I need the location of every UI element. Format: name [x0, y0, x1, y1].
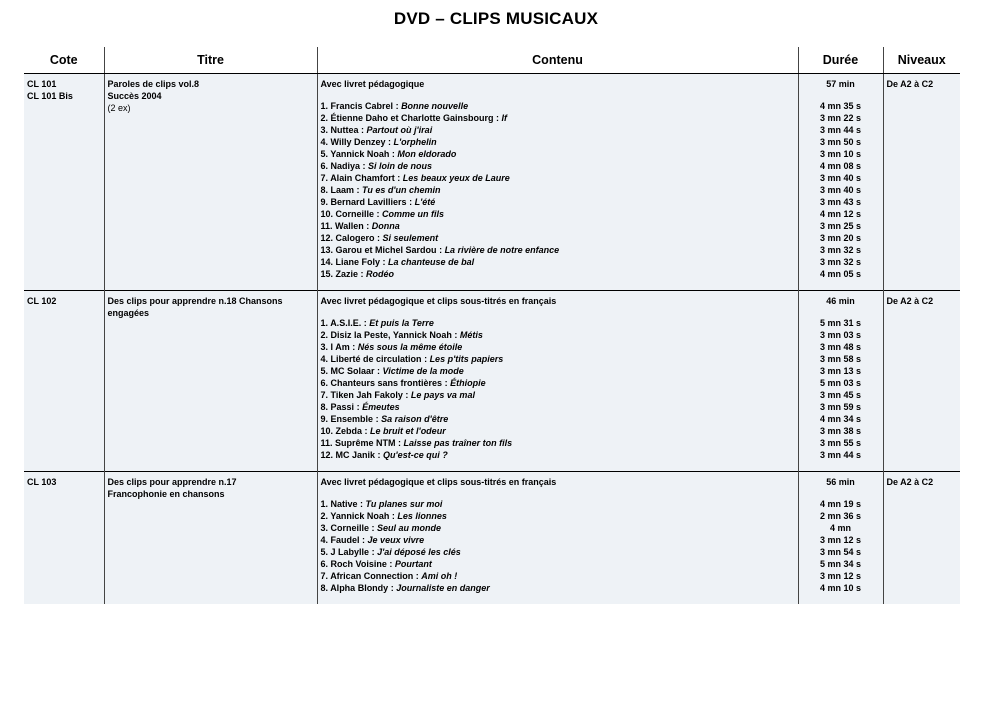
- track-number: 3.: [320, 523, 329, 533]
- track-item: 2. Étienne Daho et Charlotte Gainsbourg : If: [320, 113, 508, 123]
- contenu-header: Avec livret pédagogique: [320, 79, 425, 89]
- track-song: Mon eldorado: [397, 149, 457, 159]
- track-number: 6.: [320, 161, 329, 171]
- column-header-niveaux: Niveaux: [883, 47, 960, 74]
- track-song: Sa raison d'être: [381, 414, 449, 424]
- track-song: Journaliste en danger: [396, 583, 490, 593]
- column-header-contenu: Contenu: [317, 47, 798, 74]
- track-duration: 3 mn 12 s: [819, 571, 862, 581]
- track-item: 3. I Am : Nés sous la même étoile: [320, 342, 463, 352]
- track-artist: Native: [330, 499, 358, 509]
- duree-total: 46 min: [826, 296, 855, 306]
- track-item: 1. Native : Tu planes sur moi: [320, 499, 443, 509]
- track-number: 4.: [320, 354, 329, 364]
- track-duration: 3 mn 45 s: [819, 390, 862, 400]
- track-duration: 5 mn 03 s: [819, 378, 862, 388]
- clips-table: [24, 47, 960, 604]
- track-item: 5. Yannick Noah : Mon eldorado: [320, 149, 457, 159]
- cote-code: CL 103: [27, 477, 57, 487]
- table-header-row: [24, 47, 960, 74]
- titre-line: Francophonie en chansons: [107, 489, 225, 499]
- niveaux-value: De A2 à C2: [886, 296, 934, 306]
- track-item: 5. J Labylle : J'ai déposé les clés: [320, 547, 461, 557]
- track-song: Le bruit et l'odeur: [370, 426, 446, 436]
- cote-code: CL 101 Bis: [27, 91, 73, 101]
- track-number: 7.: [320, 571, 329, 581]
- track-number: 2.: [320, 113, 329, 123]
- track-artist: I Am: [330, 342, 350, 352]
- track-number: 12.: [320, 233, 334, 243]
- track-duration: 4 mn 35 s: [819, 101, 862, 111]
- track-song: Donna: [371, 221, 400, 231]
- track-artist: Suprême NTM: [335, 438, 396, 448]
- track-song: La rivière de notre enfance: [444, 245, 560, 255]
- duree-total: 56 min: [826, 477, 855, 487]
- track-song: Laisse pas traîner ton fils: [403, 438, 513, 448]
- track-number: 8.: [320, 402, 329, 412]
- track-artist: J Labylle: [330, 547, 370, 557]
- track-item: 9. Ensemble : Sa raison d'être: [320, 414, 449, 424]
- track-item: 2. Yannick Noah : Les lionnes: [320, 511, 447, 521]
- track-item: 1. Francis Cabrel : Bonne nouvelle: [320, 101, 469, 111]
- track-number: 9.: [320, 414, 329, 424]
- track-item: 10. Corneille : Comme un fils: [320, 209, 445, 219]
- track-artist: Ensemble: [330, 414, 374, 424]
- track-song: Émeutes: [362, 402, 400, 412]
- niveaux-value: De A2 à C2: [886, 79, 934, 89]
- track-item: 8. Alpha Blondy : Journaliste en danger: [320, 583, 490, 593]
- contenu-cell: [317, 74, 798, 291]
- track-artist: Zebda: [335, 426, 363, 436]
- track-duration: 3 mn 44 s: [819, 450, 862, 460]
- track-duration: 3 mn 32 s: [819, 257, 862, 267]
- track-number: 4.: [320, 137, 329, 147]
- track-song: Et puis la Terre: [369, 318, 434, 328]
- track-song: Victime de la mode: [382, 366, 464, 376]
- track-song: Ami oh !: [421, 571, 458, 581]
- track-artist: MC Solaar: [330, 366, 375, 376]
- duree-cell: [798, 291, 883, 472]
- track-number: 5.: [320, 149, 329, 159]
- track-item: 11. Suprême NTM : Laisse pas traîner ton fils: [320, 438, 513, 448]
- track-item: 4. Faudel : Je veux vivre: [320, 535, 425, 545]
- track-artist: Corneille: [335, 209, 375, 219]
- track-item: 12. MC Janik : Qu'est-ce qui ?: [320, 450, 448, 460]
- track-song: L'orphelin: [393, 137, 437, 147]
- track-artist: Chanteurs sans frontières: [330, 378, 443, 388]
- track-artist: Alpha Blondy: [330, 583, 389, 593]
- track-artist: Francis Cabrel: [330, 101, 394, 111]
- track-item: 8. Laam : Tu es d'un chemin: [320, 185, 441, 195]
- track-artist: Willy Denzey: [330, 137, 386, 147]
- track-song: Si seulement: [382, 233, 439, 243]
- track-artist: Passi: [330, 402, 355, 412]
- track-number: 10.: [320, 209, 334, 219]
- track-item: 13. Garou et Michel Sardou : La rivière de notre enfance: [320, 245, 560, 255]
- track-number: 4.: [320, 535, 329, 545]
- track-duration: 4 mn 05 s: [819, 269, 862, 279]
- track-number: 13.: [320, 245, 334, 255]
- track-duration: 3 mn 48 s: [819, 342, 862, 352]
- niveaux-cell: [883, 291, 960, 472]
- track-item: 7. African Connection : Ami oh !: [320, 571, 458, 581]
- track-number: 5.: [320, 366, 329, 376]
- titre-cell: [104, 74, 317, 291]
- track-artist: Yannick Noah: [330, 511, 390, 521]
- track-number: 6.: [320, 559, 329, 569]
- track-song: Les p'tits papiers: [429, 354, 504, 364]
- track-song: Si loin de nous: [368, 161, 433, 171]
- track-artist: MC Janik: [335, 450, 376, 460]
- column-header-cote: Cote: [24, 47, 104, 74]
- titre-line: engagées: [107, 308, 150, 318]
- track-item: 7. Tiken Jah Fakoly : Le pays va mal: [320, 390, 475, 400]
- niveaux-cell: [883, 472, 960, 604]
- cote-code: CL 102: [27, 296, 57, 306]
- column-header-titre: Titre: [104, 47, 317, 74]
- cote-code: CL 101: [27, 79, 57, 89]
- track-song: J'ai déposé les clés: [377, 547, 461, 557]
- track-item: 11. Wallen : Donna: [320, 221, 400, 231]
- track-artist: Liberté de circulation: [330, 354, 422, 364]
- track-number: 2.: [320, 511, 329, 521]
- contenu-cell: [317, 291, 798, 472]
- titre-line: Paroles de clips vol.8: [107, 79, 200, 89]
- track-song: If: [501, 113, 508, 123]
- track-duration: 3 mn 40 s: [819, 185, 862, 195]
- track-number: 11.: [320, 438, 333, 448]
- track-duration: 3 mn 13 s: [819, 366, 862, 376]
- track-item: 6. Roch Voisine : Pourtant: [320, 559, 432, 569]
- contenu-header: Avec livret pédagogique et clips sous-titrés en français: [320, 296, 557, 306]
- track-item: 2. Disiz la Peste, Yannick Noah : Métis: [320, 330, 483, 340]
- track-artist: Disiz la Peste, Yannick Noah: [330, 330, 452, 340]
- track-duration: 4 mn 12 s: [819, 209, 862, 219]
- track-item: 6. Nadiya : Si loin de nous: [320, 161, 433, 171]
- column-header-duree: Durée: [798, 47, 883, 74]
- track-number: 7.: [320, 390, 329, 400]
- track-duration: 3 mn 12 s: [819, 535, 862, 545]
- track-number: 1.: [320, 101, 329, 111]
- titre-note: (2 ex): [107, 103, 131, 113]
- track-item: 6. Chanteurs sans frontières : Éthiopie: [320, 378, 486, 388]
- track-song: Tu planes sur moi: [365, 499, 443, 509]
- track-duration: 4 mn: [829, 523, 851, 533]
- track-item: 4. Willy Denzey : L'orphelin: [320, 137, 437, 147]
- track-duration: 3 mn 43 s: [819, 197, 862, 207]
- track-number: 1.: [320, 318, 329, 328]
- track-number: 9.: [320, 197, 329, 207]
- track-duration: 4 mn 08 s: [819, 161, 862, 171]
- track-duration: 3 mn 54 s: [819, 547, 862, 557]
- track-song: Tu es d'un chemin: [362, 185, 441, 195]
- track-song: Comme un fils: [382, 209, 445, 219]
- track-number: 8.: [320, 583, 329, 593]
- track-artist: Tiken Jah Fakoly: [330, 390, 403, 400]
- track-duration: 2 mn 36 s: [819, 511, 862, 521]
- titre-line: Succès 2004: [107, 91, 162, 101]
- track-artist: Nuttea: [330, 125, 359, 135]
- track-song: Seul au monde: [377, 523, 442, 533]
- track-number: 10.: [320, 426, 334, 436]
- track-item: 9. Bernard Lavilliers : L'été: [320, 197, 436, 207]
- contenu-cell: [317, 472, 798, 604]
- table-row: [24, 472, 960, 604]
- duree-cell: [798, 74, 883, 291]
- track-number: 5.: [320, 547, 329, 557]
- track-artist: Alain Chamfort: [330, 173, 395, 183]
- track-song: Les lionnes: [397, 511, 447, 521]
- track-duration: 4 mn 19 s: [819, 499, 862, 509]
- track-duration: 3 mn 22 s: [819, 113, 862, 123]
- niveaux-cell: [883, 74, 960, 291]
- track-duration: 3 mn 50 s: [819, 137, 862, 147]
- track-artist: Nadiya: [330, 161, 361, 171]
- track-song: Nés sous la même étoile: [357, 342, 463, 352]
- track-number: 7.: [320, 173, 329, 183]
- track-number: 2.: [320, 330, 329, 340]
- track-item: 7. Alain Chamfort : Les beaux yeux de Laure: [320, 173, 510, 183]
- track-item: 4. Liberté de circulation : Les p'tits papiers: [320, 354, 504, 364]
- track-artist: Faudel: [330, 535, 360, 545]
- cote-cell: [24, 472, 104, 604]
- track-duration: 4 mn 34 s: [819, 414, 862, 424]
- track-item: 8. Passi : Émeutes: [320, 402, 400, 412]
- track-artist: Liane Foly: [335, 257, 381, 267]
- track-song: Les beaux yeux de Laure: [402, 173, 510, 183]
- track-song: Rodéo: [366, 269, 395, 279]
- titre-line: Des clips pour apprendre n.18 Chansons: [107, 296, 283, 306]
- titre-cell: [104, 472, 317, 604]
- cote-cell: [24, 291, 104, 472]
- niveaux-value: De A2 à C2: [886, 477, 934, 487]
- track-artist: A.S.I.E.: [330, 318, 362, 328]
- track-artist: Laam: [330, 185, 355, 195]
- track-item: 3. Corneille : Seul au monde: [320, 523, 442, 533]
- table-row: [24, 74, 960, 291]
- document-title: DVD – CLIPS MUSICAUX: [393, 9, 599, 28]
- track-duration: 3 mn 20 s: [819, 233, 862, 243]
- track-duration: 3 mn 44 s: [819, 125, 862, 135]
- track-artist: Bernard Lavilliers: [330, 197, 407, 207]
- duree-cell: [798, 472, 883, 604]
- track-duration: 4 mn 10 s: [819, 583, 862, 593]
- track-number: 6.: [320, 378, 329, 388]
- track-artist: Roch Voisine: [330, 559, 387, 569]
- titre-line: Des clips pour apprendre n.17: [107, 477, 237, 487]
- track-song: Le pays va mal: [410, 390, 475, 400]
- track-song: Bonne nouvelle: [401, 101, 469, 111]
- track-item: 1. A.S.I.E. : Et puis la Terre: [320, 318, 434, 328]
- track-number: 15.: [320, 269, 334, 279]
- track-song: Métis: [459, 330, 483, 340]
- track-song: Éthiopie: [450, 378, 486, 388]
- track-number: 12.: [320, 450, 334, 460]
- track-number: 3.: [320, 125, 329, 135]
- duree-total: 57 min: [826, 79, 855, 89]
- table-row: [24, 291, 960, 472]
- track-artist: Calogero: [335, 233, 375, 243]
- titre-cell: [104, 291, 317, 472]
- track-song: La chanteuse de bal: [388, 257, 475, 267]
- track-item: 15. Zazie : Rodéo: [320, 269, 395, 279]
- track-artist: Zazie: [335, 269, 359, 279]
- track-song: Qu'est-ce qui ?: [383, 450, 448, 460]
- track-item: 5. MC Solaar : Victime de la mode: [320, 366, 464, 376]
- track-number: 1.: [320, 499, 329, 509]
- track-duration: 3 mn 55 s: [819, 438, 862, 448]
- track-song: L'été: [414, 197, 436, 207]
- track-duration: 3 mn 40 s: [819, 173, 862, 183]
- track-artist: Yannick Noah: [330, 149, 390, 159]
- track-artist: Corneille: [330, 523, 370, 533]
- track-duration: 3 mn 59 s: [819, 402, 862, 412]
- track-number: 14.: [320, 257, 334, 267]
- cote-cell: [24, 74, 104, 291]
- track-artist: Wallen: [335, 221, 364, 231]
- track-item: 3. Nuttea : Partout où j'irai: [320, 125, 433, 135]
- track-artist: Garou et Michel Sardou: [335, 245, 437, 255]
- track-song: Je veux vivre: [367, 535, 425, 545]
- track-song: Pourtant: [394, 559, 432, 569]
- track-item: 12. Calogero : Si seulement: [320, 233, 439, 243]
- track-item: 10. Zebda : Le bruit et l'odeur: [320, 426, 446, 436]
- track-duration: 3 mn 38 s: [819, 426, 862, 436]
- track-duration: 3 mn 25 s: [819, 221, 862, 231]
- track-number: 11.: [320, 221, 333, 231]
- track-artist: Étienne Daho et Charlotte Gainsbourg: [330, 113, 494, 123]
- track-duration: 3 mn 32 s: [819, 245, 862, 255]
- track-duration: 5 mn 31 s: [819, 318, 862, 328]
- track-number: 8.: [320, 185, 329, 195]
- track-duration: 3 mn 10 s: [819, 149, 862, 159]
- track-item: 14. Liane Foly : La chanteuse de bal: [320, 257, 475, 267]
- track-duration: 3 mn 58 s: [819, 354, 862, 364]
- track-number: 3.: [320, 342, 329, 352]
- track-song: Partout où j'irai: [366, 125, 433, 135]
- track-duration: 5 mn 34 s: [819, 559, 862, 569]
- track-artist: African Connection: [330, 571, 414, 581]
- contenu-header: Avec livret pédagogique et clips sous-titrés en français: [320, 477, 557, 487]
- track-duration: 3 mn 03 s: [819, 330, 862, 340]
